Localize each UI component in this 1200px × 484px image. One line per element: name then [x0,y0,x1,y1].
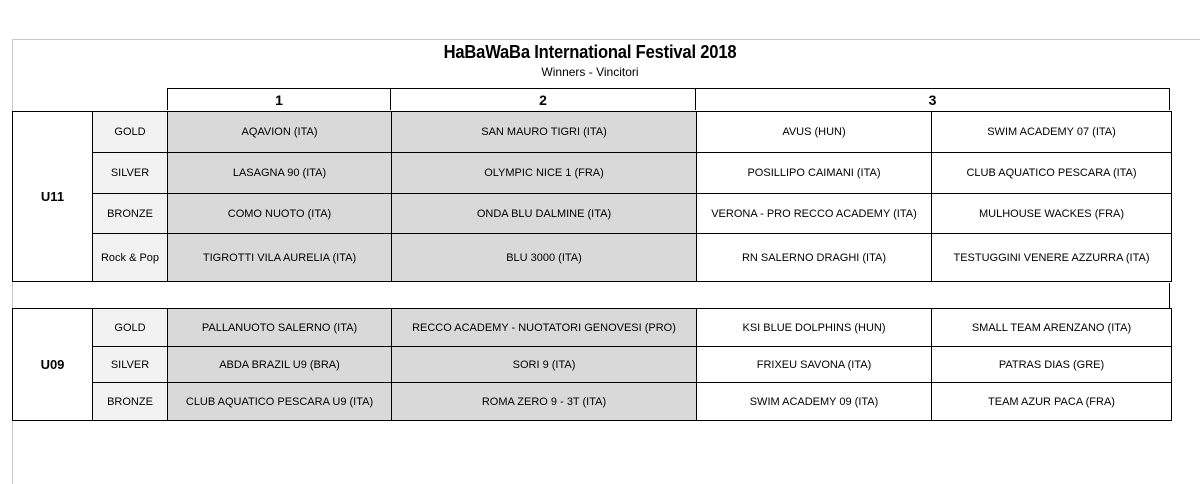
third-place-cell-b: SMALL TEAM ARENZANO (ITA) [932,309,1172,347]
third-place-cell-b: MULHOUSE WACKES (FRA) [932,194,1172,234]
medal-label: GOLD [93,112,168,153]
third-place-cell-b: TESTUGGINI VENERE AZZURRA (ITA) [932,234,1172,282]
third-place-cell-a: RN SALERNO DRAGHI (ITA) [697,234,932,282]
second-place-cell: OLYMPIC NICE 1 (FRA) [392,153,697,194]
first-place-cell: LASAGNA 90 (ITA) [168,153,392,194]
medal-label: BRONZE [93,383,168,421]
third-place-cell-b: CLUB AQUATICO PESCARA (ITA) [932,153,1172,194]
third-place-cell-b: SWIM ACADEMY 07 (ITA) [932,112,1172,153]
first-place-cell: AQAVION (ITA) [168,112,392,153]
table-row [13,383,1172,421]
third-place-cell-a: FRIXEU SAVONA (ITA) [697,347,932,383]
first-place-cell: TIGROTTI VILA AURELIA (ITA) [168,234,392,282]
medal-label: SILVER [93,153,168,194]
table-row [13,153,1172,194]
table-row [13,112,1172,153]
second-place-cell: SORI 9 (ITA) [392,347,697,383]
second-place-cell: ROMA ZERO 9 - 3T (ITA) [392,383,697,421]
third-place-cell-b: TEAM AZUR PACA (FRA) [932,383,1172,421]
second-place-cell: ONDA BLU DALMINE (ITA) [392,194,697,234]
first-place-cell: ABDA BRAZIL U9 (BRA) [168,347,392,383]
first-place-cell: CLUB AQUATICO PESCARA U9 (ITA) [168,383,392,421]
u11-table [12,111,1172,282]
column-header-3: 3 [695,88,1170,110]
third-place-cell-a: KSI BLUE DOLPHINS (HUN) [697,309,932,347]
u11-age-label: U11 [13,112,93,282]
second-place-cell: BLU 3000 (ITA) [392,234,697,282]
third-place-cell-a: AVUS (HUN) [697,112,932,153]
first-place-cell: COMO NUOTO (ITA) [168,194,392,234]
third-place-cell-a: POSILLIPO CAIMANI (ITA) [697,153,932,194]
medal-label: SILVER [93,347,168,383]
u09-table [12,308,1172,421]
second-place-cell: RECCO ACADEMY - NUOTATORI GENOVESI (PRO) [392,309,697,347]
medal-label: GOLD [93,309,168,347]
page-subtitle: Winners - Vincitori [541,65,639,79]
first-place-cell: PALLANUOTO SALERNO (ITA) [168,309,392,347]
table-row [13,309,1172,347]
spacer-right-border [1169,283,1170,308]
sheet-top-border [12,39,1200,40]
u09-age-label: U09 [13,309,93,421]
third-place-cell-a: VERONA - PRO RECCO ACADEMY (ITA) [697,194,932,234]
column-header-2: 2 [390,88,696,110]
third-place-cell-b: PATRAS DIAS (GRE) [932,347,1172,383]
medal-label: BRONZE [93,194,168,234]
medal-label: Rock & Pop [93,234,168,282]
table-row [13,347,1172,383]
page-title: HaBaWaBa International Festival 2018 [443,42,737,62]
table-row [13,194,1172,234]
column-header-1: 1 [167,88,391,110]
third-place-cell-a: SWIM ACADEMY 09 (ITA) [697,383,932,421]
second-place-cell: SAN MAURO TIGRI (ITA) [392,112,697,153]
table-row [13,234,1172,282]
